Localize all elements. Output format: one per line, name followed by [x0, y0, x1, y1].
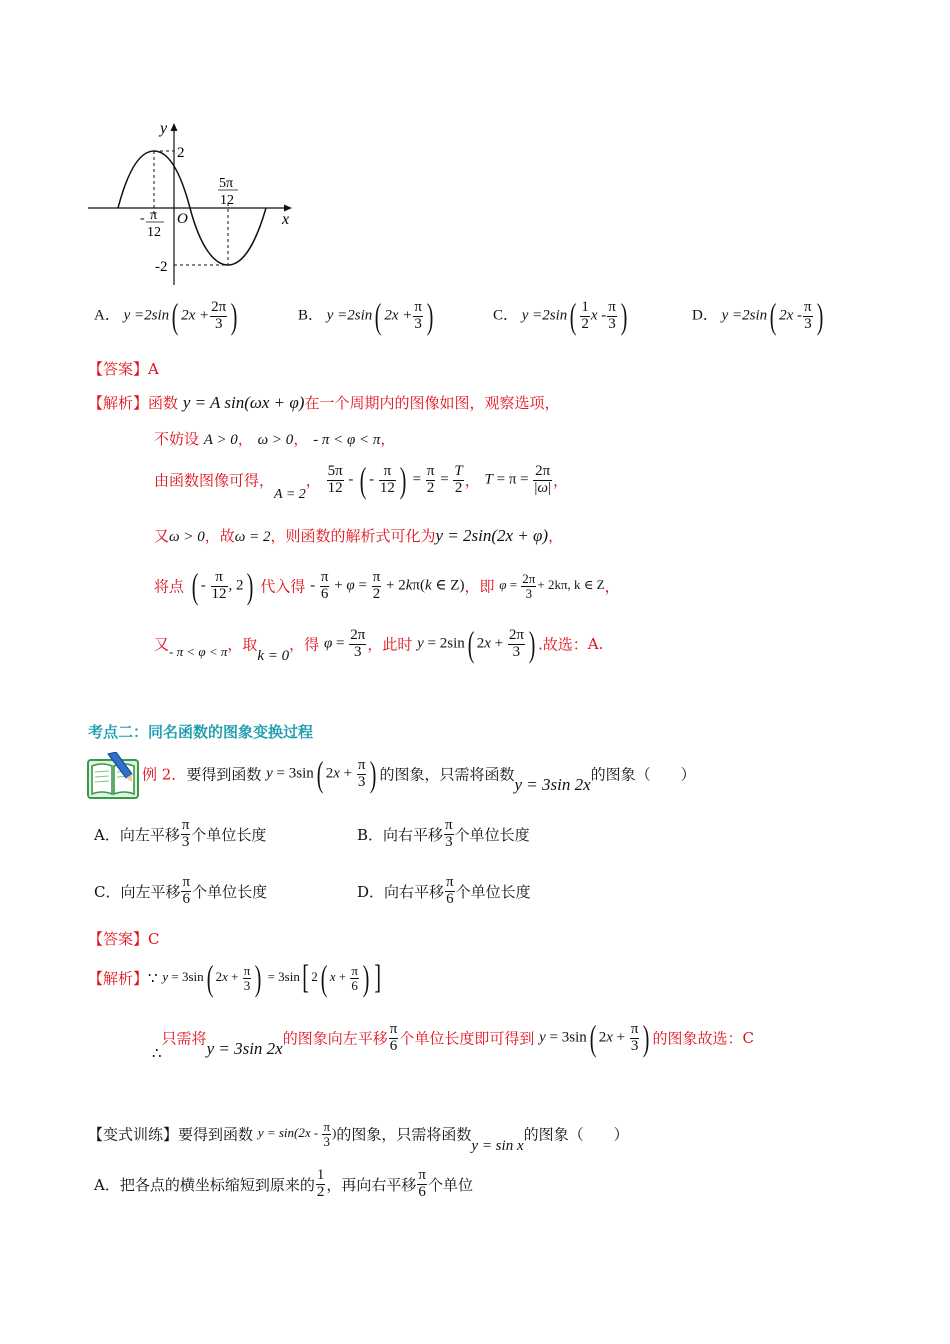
q2-answer-tag: 【答案】 [88, 930, 149, 948]
q1-l2-cond-phi: - π < φ < π [313, 432, 381, 448]
y-min-label: -2 [155, 259, 168, 275]
q1-option-d-den: 3 [804, 315, 812, 332]
q2-option-b-den: 3 [445, 833, 453, 850]
q2-l2-text-b: 的图象向左平移 [282, 1029, 388, 1048]
q1-l5-point: ( - $\frac{\pi}{12}$ , 2) [191, 566, 253, 606]
q2-option-a [94, 818, 266, 851]
q1-analysis-line-5: 将点 ( - $\frac{\pi}{12}$ , 2) 代入得 - $\frac{\pi}{6}$ + φ = $\frac{\pi}{2}$ + 2kπ(k ∈ Z)，即 φ = $\frac{2\pi}{3}$ + 2kπ, k ∈ Z， [154, 566, 620, 606]
q1-option-c-num: π [608, 298, 616, 315]
q1-l4-text-a: 又 [154, 527, 170, 545]
q2-option-a-num: π [181, 817, 190, 833]
q1-option-a-func: y =2sin [123, 307, 170, 324]
q2-therefore-symbol: ∴ [152, 1044, 162, 1062]
q1-l3-period-value: T = π = $\frac{2\pi}{|\omega|}$ [484, 462, 552, 496]
q2-option-d-den: 6 [446, 890, 454, 907]
q1-l5-phi-tail: + 2kπ, k ∈ Z [537, 576, 605, 592]
y-axis-label: y [160, 120, 168, 137]
q1-l6-final-formula: y = 2sin( 2x + $\frac{2\pi}{3}$ ) [417, 624, 536, 664]
y-max-label: 2 [177, 145, 185, 161]
q1-option-a-num: 2π [211, 298, 227, 315]
variant-text-c: 的图象（ ） [523, 1125, 629, 1144]
variant-text-b: 的图象，只需将函数 [336, 1125, 472, 1144]
q1-l4-text-b: ，故 [204, 527, 235, 545]
q1-l3-period-eq: $\frac{5\pi}{12}$ - ( - $\frac{\pi}{12}$ ) = $\frac{\pi}{2}$ = $\frac{T}{2}$ [327, 460, 463, 500]
q1-l5-text-c: ，即 [464, 577, 495, 596]
q1-l6-text-a: 又 [154, 635, 170, 654]
q2-option-c-num: π [182, 874, 191, 890]
q2-option-d-num: π [446, 874, 454, 890]
q2-option-b-label: B．向右平移 [357, 825, 444, 844]
q1-l5-text-a: 将点 [154, 577, 185, 596]
q1-l3-text-a: 由函数图像可得， [154, 471, 275, 490]
x-left-sign: - [140, 211, 145, 226]
q2-answer-value: C [148, 930, 160, 948]
example-2-stem [142, 756, 696, 795]
q2-option-c [94, 875, 267, 908]
q1-l6-text-d: ，此时 [367, 635, 413, 654]
q2-l2-answer: C [742, 1029, 754, 1047]
q1-option-d-label: D． [692, 307, 718, 324]
q1-option-c-arg: x - [590, 307, 607, 324]
q1-l5-substitution: - $\frac{\pi}{6}$ + φ = $\frac{\pi}{2}$ + 2kπ(k ∈ Z) [310, 568, 465, 602]
variant-option-a: A．把各点的横坐标缩短到原来的 $\frac{1}{2}$ ，再向右平移 $\frac{\pi}{6}$ 个单位 [94, 1167, 473, 1200]
q2-l2-source-func: y = 3sin 2x [206, 1039, 283, 1058]
q1-option-b-func: y =2sin [326, 307, 373, 324]
q1-l6-text-c: ，得 [289, 635, 320, 654]
q1-l1-text-a: 函数 [148, 394, 179, 412]
q2-option-b-num: π [445, 817, 453, 833]
example-2-text-c: 的图象（ ） [590, 765, 696, 784]
q1-option-c-half-num: 1 [581, 298, 589, 315]
q2-option-a-tail: 个单位长度 [191, 825, 267, 844]
q2-l2-text-a: 只需将 [161, 1029, 207, 1048]
origin-label: O [177, 211, 188, 227]
q2-analysis-identity: y = 3sin( 2x + $\frac{\pi}{3}$ ) = 3sin[ 2( x + $\frac{\pi}{6}$ ) ] [162, 958, 381, 998]
variant-text-a: 要得到函数 [178, 1125, 254, 1144]
q1-answer-tag: 【答案】 [88, 360, 149, 378]
q1-option-b: B． y =2sin( 2x + $\frac{\pi}{3}$ ) [298, 296, 434, 336]
q1-answer-value: A [148, 360, 159, 378]
q1-option-a-arg: 2x + [181, 307, 210, 324]
q2-analysis-line-2: ∴只需将y = 3sin 2x的图象向左平移 $\frac{\pi}{6}$ 个单位长度即可得到 y = 3sin( 2x + $\frac{\pi}{3}$ ) 的图象故选：C [152, 1018, 754, 1062]
q1-l2-text-a: 不妨设 [154, 430, 200, 448]
q1-option-d-num: π [804, 298, 812, 315]
q1-l3-amplitude: A = 2 [274, 487, 306, 502]
q1-l6-phi: φ = $\frac{2\pi}{3}$ [323, 626, 366, 660]
q1-l4-omega-value: ω = 2 [234, 529, 271, 545]
x-left-num: π [150, 208, 158, 223]
book-pencil-icon [86, 752, 140, 800]
sine-graph [80, 115, 310, 290]
example-2-target-func: y = 3sin( 2x + $\frac{\pi}{3}$ ) [266, 754, 377, 794]
q2-option-b [357, 818, 530, 851]
q2-l2-text-c: 个单位长度即可得到 [399, 1029, 535, 1048]
variant-stem [88, 1120, 629, 1155]
q1-option-a: A． y =2sin( 2x + $\frac{2\pi}{3}$ ) [94, 296, 238, 336]
q2-option-a-label: A．向左平移 [94, 825, 180, 844]
variant-target-func-head: y = sin(2x - [257, 1125, 319, 1141]
q1-option-c-func: y =2sin [521, 307, 568, 324]
q2-option-d-tail: 个单位长度 [455, 882, 531, 901]
x-axis-label: x [282, 211, 290, 228]
q1-l5-phi: φ = $\frac{2\pi}{3}$ + 2kπ, k ∈ Z [499, 570, 605, 601]
example-2-label: 例 2． [142, 765, 187, 784]
q2-option-c-label: C．向左平移 [94, 882, 181, 901]
q1-option-d: D． y =2sin( 2x - $\frac{\pi}{3}$ ) [692, 296, 823, 336]
q2-option-d-label: D．向右平移 [357, 882, 445, 901]
q1-l1-text-b: 在一个周期内的图像如图，观察选项， [304, 394, 560, 412]
q2-answer [88, 928, 160, 949]
q1-analysis-line-3: 由函数图像可得，A = 2， $\frac{5\pi}{12}$ - ( - $\frac{\pi}{12}$ ) = $\frac{\pi}{2}$ = $\frac{T}{2}$ ， T = π = $\frac{2\pi}{|\omega|}$ ， [154, 460, 569, 502]
x-left-den: 12 [147, 225, 161, 240]
q1-l6-text-e: .故选： [537, 635, 588, 654]
q1-option-b-arg: 2x + [384, 307, 413, 324]
q1-option-a-label: A． [94, 307, 120, 324]
q1-l4-omega-positive: ω > 0 [169, 529, 205, 545]
q1-option-c-den: 3 [608, 315, 616, 332]
q1-l6-text-b: ，取 [227, 635, 258, 654]
q2-l2-target-func: y = 3sin( 2x + $\frac{\pi}{3}$ ) [539, 1018, 650, 1058]
q1-l6-answer: A. [587, 635, 604, 653]
q1-l2-cond-a: A > 0 [203, 432, 238, 448]
x-right-den: 12 [220, 193, 234, 208]
q1-analysis-line-2: 不妨设 A > 0， ω > 0， - π < φ < π， [154, 430, 396, 448]
example-2-text-a: 要得到函数 [186, 765, 262, 784]
q1-option-d-func: y =2sin [721, 307, 768, 324]
variant-option-a-text-c: 个单位 [427, 1175, 473, 1194]
q2-option-d [357, 875, 531, 908]
variant-target-func: y = sin(2x - $\frac{\pi}{3}$ ) [257, 1119, 337, 1149]
q1-l4-text-c: ，则函数的解析式可化为 [270, 527, 436, 545]
variant-tag: 【变式训练】 [88, 1125, 179, 1144]
q1-option-c-label: C． [493, 307, 519, 324]
q1-option-b-num: π [414, 298, 422, 315]
q1-option-b-den: 3 [414, 315, 422, 332]
q1-l4-formula: y = 2sin(2x + φ) [435, 526, 549, 545]
variant-option-a-text-b: ，再向右平移 [326, 1175, 417, 1194]
q1-analysis-tag: 【解析】 [88, 394, 149, 412]
q1-option-b-label: B． [298, 307, 324, 324]
q2-option-a-den: 3 [181, 833, 190, 850]
example-2-text-b: 的图象，只需将函数 [379, 765, 515, 784]
x-right-num: 5π [219, 176, 234, 191]
example-2-source-func: y = 3sin 2x [514, 775, 591, 794]
q1-analysis-line-4: 又ω > 0，故ω = 2，则函数的解析式可化为y = 2sin(2x + φ)， [154, 526, 564, 545]
q1-analysis-line-6 [154, 626, 603, 665]
q2-analysis-tag: 【解析】 [88, 969, 149, 988]
variant-option-a-text-a: A．把各点的横坐标缩短到原来的 [94, 1175, 315, 1194]
q2-because-symbol: ∵ [148, 969, 158, 987]
variant-source-func: y = sin x [471, 1138, 524, 1155]
q1-l5-text-b: 代入得 [260, 577, 306, 596]
q1-l1-formula: y = A sin(ωx + φ) [182, 393, 305, 412]
q1-option-c: C． y =2sin( $\frac{1}{2}$ x - $\frac{\pi}{3}$ ) [493, 296, 628, 336]
q2-option-b-tail: 个单位长度 [454, 825, 530, 844]
q2-l2-text-d: 的图象故选： [652, 1029, 743, 1048]
q1-l6-range: - π < φ < π [169, 644, 228, 659]
q1-option-d-arg: 2x - [779, 307, 803, 324]
q2-analysis-line-1 [88, 960, 383, 996]
q1-answer [88, 358, 159, 379]
q1-analysis-line-1 [88, 392, 559, 413]
y-axis-arrow [171, 123, 178, 131]
q1-option-a-den: 3 [214, 315, 223, 332]
section-2-title: 考点二：同名函数的图象变换过程 [88, 723, 314, 741]
q2-option-c-tail: 个单位长度 [192, 882, 268, 901]
q1-l2-cond-omega: ω > 0 [257, 432, 294, 448]
q2-option-c-den: 6 [182, 890, 191, 907]
q1-option-c-half-den: 2 [581, 315, 589, 332]
q1-l6-k: k = 0 [257, 648, 290, 664]
